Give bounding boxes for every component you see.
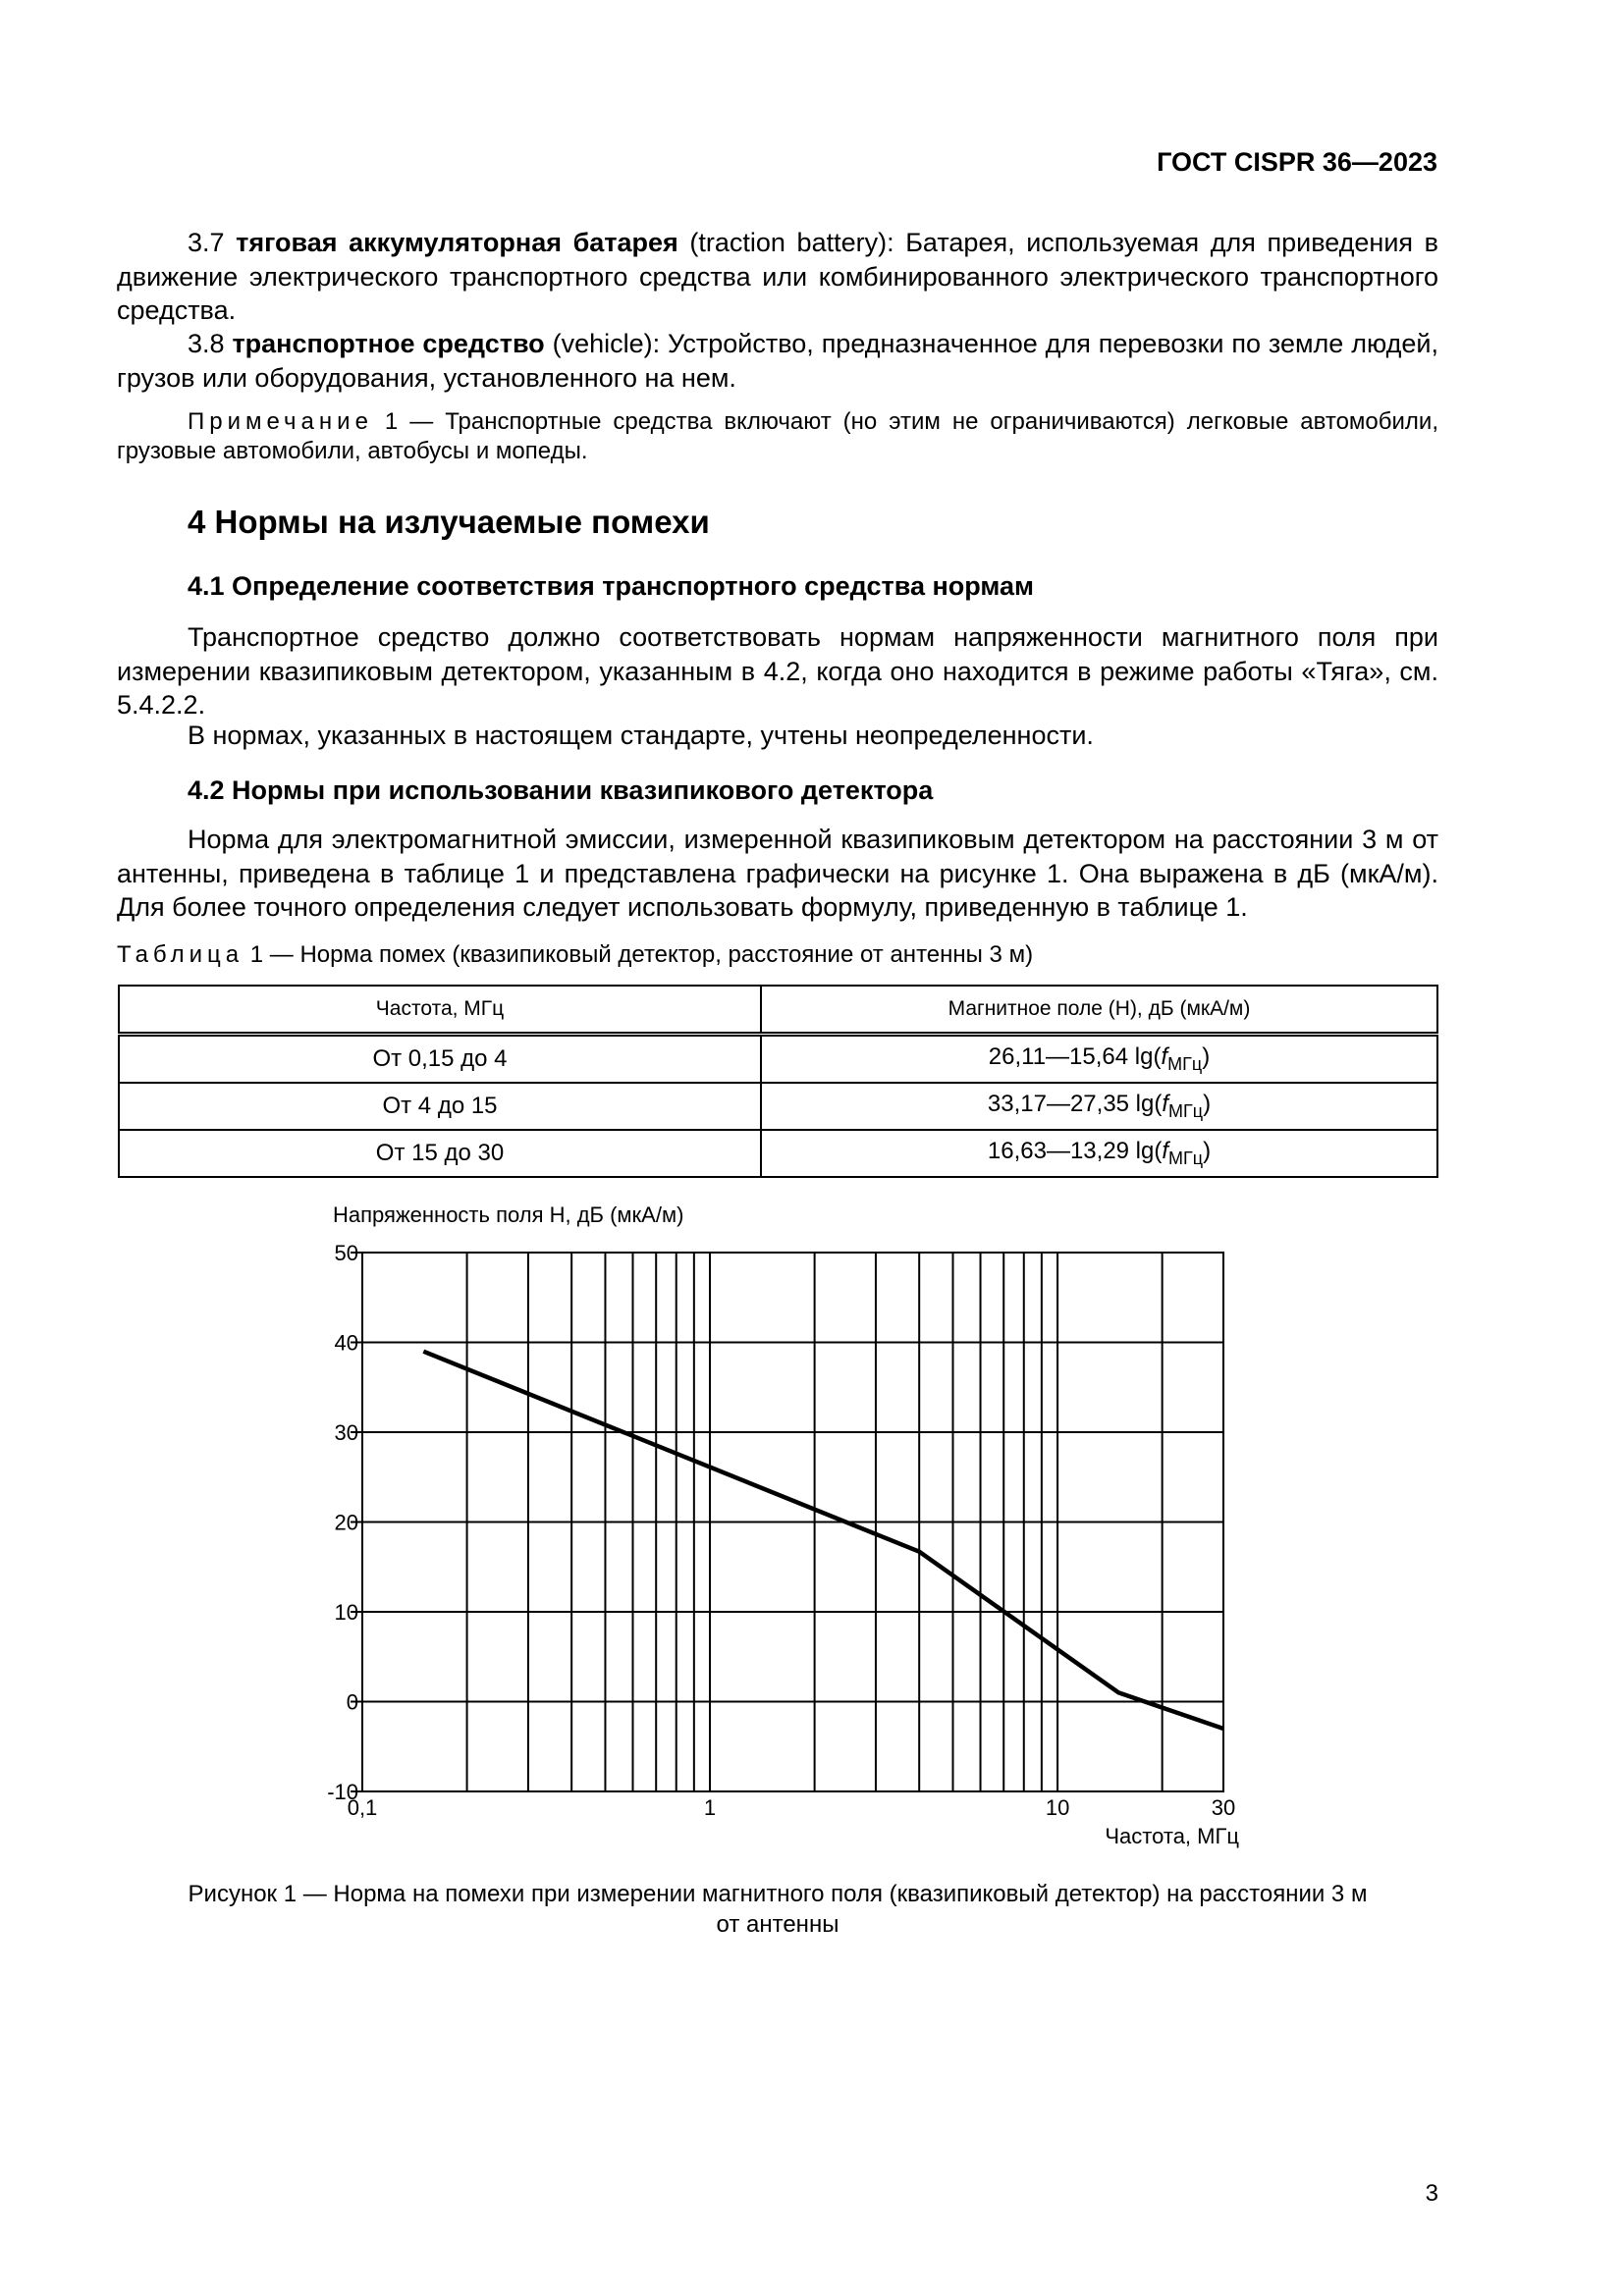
def-text: : Батарея, используемая для приведения в движение электрического транспортного средства или комбинированного электрического транспортного средства.: [117, 228, 1438, 325]
y-tick-label: 30: [334, 1420, 358, 1445]
x-tick-label: 1: [703, 1795, 717, 1820]
def-term: тяговая аккумуляторная батарея: [236, 228, 678, 257]
table-cell-frequency: От 15 до 30: [119, 1130, 761, 1177]
y-tick-labels: [327, 1241, 358, 1804]
section-4-2-paragraph: Норма для электромагнитной эмиссии, измеренной квазипиковым детектором на расстоянии 3 м от антенны, приведена в таблице 1 и представлена графически на рисунке 1. Она выражена в дБ (мкА/м). Для более точного определения следует использовать формулу, приведенную в таблице 1.: [117, 825, 1438, 922]
x-tick-label: 30: [1211, 1795, 1236, 1820]
definition-3-8: [117, 327, 1438, 395]
x-tick-labels: [348, 1795, 1236, 1820]
section-4-1-title: 4.1 Определение соответствия транспортного средства нормам: [188, 571, 1035, 601]
chart-grid: [351, 1253, 1223, 1791]
def-english: (traction battery): [689, 228, 888, 257]
def-number: 3.8: [188, 329, 225, 358]
table-caption-label: Таблица: [117, 941, 244, 968]
table-row: [119, 1035, 1437, 1084]
figure-caption-line-2: от антенны: [716, 1911, 839, 1938]
figure-caption: [117, 1879, 1438, 1940]
note-text: 1 — Транспортные средства включают (но этим не ограничиваются) легковые автомобили, грузовые автомобили, автобусы и мопеды.: [117, 408, 1438, 464]
x-axis-label: Частота, МГц: [1105, 1824, 1239, 1848]
table-cell-formula: 16,63—13,29 $\lg(f_{МГц})$: [761, 1130, 1437, 1177]
table-cell-frequency: От 4 до 15: [119, 1083, 761, 1130]
def-english: (vehicle): [552, 329, 653, 358]
def-term: транспортное средство: [232, 329, 545, 358]
y-tick-label: 50: [334, 1241, 358, 1265]
table-cell-formula: 33,17—27,35 $\lg(f_{МГц})$: [761, 1083, 1437, 1130]
x-tick-label: 0,1: [347, 1795, 378, 1820]
definition-3-7: [117, 226, 1438, 328]
section-4-title: 4 Нормы на излучаемые помехи: [188, 504, 710, 540]
table-cell-formula: 26,11—15,64 $\lg(f_{МГц})$: [761, 1035, 1437, 1084]
y-tick-label: -10: [327, 1780, 358, 1804]
def-text: : Устройство, предназначенное для перевозки по земле людей, грузов или оборудования, установленного на нем.: [117, 329, 1438, 393]
note-1: [117, 407, 1438, 466]
section-4-2-title: 4.2 Нормы при использовании квазипикового детектора: [188, 775, 934, 805]
norm-table: [118, 985, 1438, 1178]
y-tick-label: 10: [334, 1600, 358, 1625]
x-tick-label: 10: [1045, 1795, 1070, 1820]
y-tick-label: 20: [334, 1510, 358, 1535]
table-header-row: [119, 986, 1437, 1035]
table-cell-frequency: От 0,15 до 4: [119, 1035, 761, 1084]
y-tick-label: 40: [334, 1330, 358, 1356]
table-header-frequency: Частота, МГц: [119, 986, 761, 1035]
table-row: [119, 1083, 1437, 1130]
note-label: Примечание: [188, 408, 373, 435]
table-caption-text: 1 — Норма помех (квазипиковый детектор, расстояние от антенны 3 м): [249, 941, 1034, 968]
norm-chart: [0, 1188, 1624, 1855]
section-4-1-paragraph: Транспортное средство должно соответствовать нормам напряженности магнитного поля при измерении квазипиковым детектором, указанным в 4.2, когда оно находится в режиме работы «Тяга», см. 5.4.2.2.: [117, 622, 1438, 720]
y-axis-label: Напряженность поля Н, дБ (мкА/м): [333, 1202, 684, 1227]
document-header: ГОСТ CISPR 36—2023: [1157, 147, 1437, 177]
table-header-field: Магнитное поле (Н), дБ (мкА/м): [761, 986, 1437, 1035]
y-tick-label: 0: [346, 1689, 358, 1715]
section-4-1-paragraph-2: В нормах, указанных в настоящем стандарте, учтены неопределенности.: [188, 721, 1094, 750]
table-row: [119, 1130, 1437, 1177]
def-number: 3.7: [188, 228, 225, 257]
norm-line: [423, 1352, 1223, 1729]
page-number: 3: [1425, 2180, 1438, 2207]
figure-caption-line-1: Рисунок 1 — Норма на помехи при измерении магнитного поля (квазипиковый детектор) на расстоянии 3 м: [188, 1881, 1368, 1907]
table-caption: [117, 941, 1033, 969]
